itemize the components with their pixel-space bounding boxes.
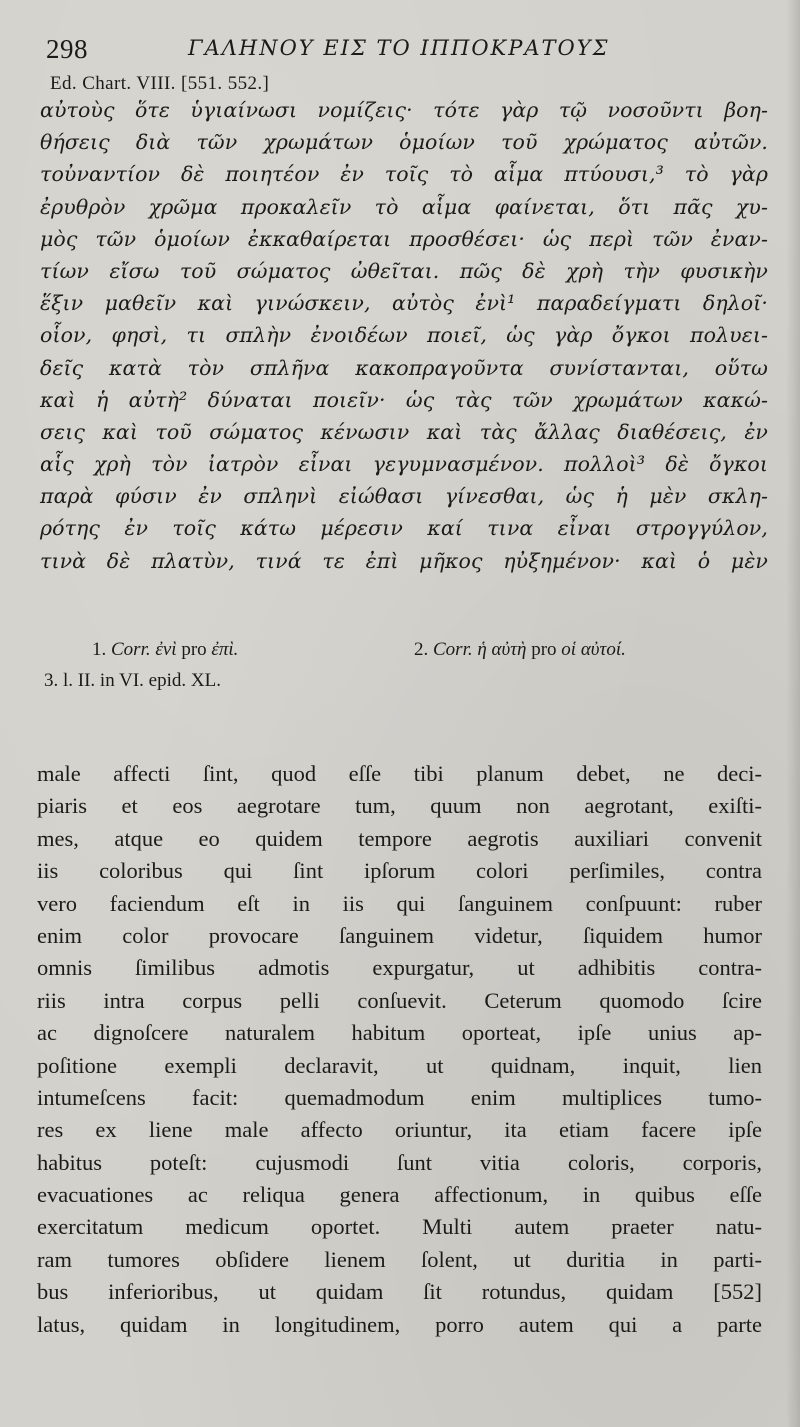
page-edge-shadow: [786, 0, 800, 1427]
greek-line: θήσεις διὰ τῶν χρωμάτων ὁμοίων τοῦ χρώματος αὐτῶν.: [40, 130, 768, 155]
latin-text-block: [37, 758, 762, 1341]
latin-line: ac dignoſcere naturalem habitum oporteat, ipſe unius ap-: [37, 1020, 762, 1046]
latin-line: piaris et eos aegrotare tum, quum non aegrotant, exiſti-: [37, 793, 762, 819]
greek-text-block: [40, 94, 768, 577]
latin-line: bus inferioribus, ut quidam ſit rotundus, quidam [552]: [37, 1279, 762, 1305]
greek-line: ρότης ἐν τοῖς κάτω μέρεσιν καί τινα εἶναι στρογγύλον,: [40, 516, 768, 541]
greek-line: τινὰ δὲ πλατὺν, τινά τε ἐπὶ μῆκος ηὐξημένον· καὶ ὁ μὲν: [40, 548, 768, 573]
latin-line: enim color provocare ſanguinem videtur, ſiquidem humor: [37, 922, 762, 948]
greek-line: ἐρυθρὸν χρῶμα προκαλεῖν τὸ αἷμα φαίνεται, ὅτι πᾶς χυ-: [40, 194, 768, 219]
latin-line: vero faciendum eſt in iis qui ſanguinem conſpuunt: ruber: [37, 890, 762, 916]
latin-line: ram tumores obſidere lienem ſolent, ut duritia in parti-: [37, 1246, 762, 1272]
footnote-correction: ἐνὶ: [155, 639, 177, 660]
greek-line: ἕξιν μαθεῖν καὶ γινώσκειν, αὐτὸς ἐνὶ¹ παραδείγματι δηλοῖ·: [40, 291, 768, 316]
footnote-3: [44, 665, 221, 696]
latin-line: exercitatum medicum oportet. Multi autem praeter natu-: [37, 1214, 762, 1240]
greek-line: δεῖς κατὰ τὸν σπλῆνα κακοπραγοῦντα συνίστανται, οὕτω: [40, 355, 768, 380]
latin-line: male affecti ſint, quod eſſe tibi planum debet, ne deci-: [37, 761, 762, 786]
latin-line: mes, atque eo quidem tempore aegrotis auxiliari convenit: [37, 825, 762, 851]
footnote-row: [40, 634, 768, 665]
latin-line: habitus poteſt: cujusmodi ſunt vitia coloris, corporis,: [37, 1149, 762, 1175]
latin-line: riis intra corpus pelli conſuevit. Ceterum quomodo ſcire: [37, 987, 762, 1013]
latin-line: iis coloribus qui ſint ipſorum colori perſimiles, contra: [37, 858, 762, 884]
footnote-abbr: Corr.: [111, 639, 151, 660]
footnote-abbr: Corr.: [433, 639, 473, 660]
footnote-row: [40, 665, 768, 696]
greek-line: καὶ ἡ αὐτὴ² δύναται ποιεῖν· ὡς τὰς τῶν χρωμάτων κακώ-: [40, 387, 768, 412]
edition-reference: Ed. Chart. VIII. [551. 552.]: [50, 73, 270, 94]
greek-line: σεις καὶ τοῦ σώματος κένωσιν καὶ τὰς ἄλλας διαθέσεις, ἐν: [40, 419, 768, 444]
footnote-2: [414, 634, 626, 665]
greek-line: αἷς χρὴ τὸν ἰατρὸν εἶναι γεγυμνασμένον. πολλοὶ³ δὲ ὄγκοι: [40, 452, 768, 477]
latin-line: poſitione exempli declaravit, ut quidnam, inquit, lien: [37, 1052, 762, 1078]
footnote-1: [92, 634, 238, 665]
latin-line: intumeſcens facit: quemadmodum enim multiplices tumo-: [37, 1084, 762, 1110]
footnote-number: 2.: [414, 639, 429, 660]
greek-line: τοὐναντίον δὲ ποιητέον ἐν τοῖς τὸ αἷμα πτύουσι,³ τὸ γὰρ: [40, 162, 768, 187]
footnote-number: 3.: [44, 670, 59, 691]
footnote-pro: pro: [181, 639, 207, 660]
footnote-original: οἱ αὐτοί.: [561, 639, 626, 660]
page-number: 298: [46, 34, 88, 64]
footnote-number: 1.: [92, 639, 107, 660]
latin-line: omnis ſimilibus admotis expurgatur, ut adhibitis contra-: [37, 955, 762, 981]
greek-line: οἷον, φησὶ, τι σπλὴν ἐνοιδέων ποιεῖ, ὡς γὰρ ὄγκοι πολυει-: [40, 323, 768, 348]
footnote-original: ἐπὶ.: [211, 639, 239, 660]
greek-line: μὸς τῶν ὁμοίων ἐκκαθαίρεται προσθέσει· ὡς περὶ τῶν ἐναν-: [40, 226, 768, 251]
latin-line: latus, quidam in longitudinem, porro autem qui a parte: [37, 1311, 762, 1337]
footnote-correction: ἡ αὐτὴ: [477, 639, 527, 660]
footnotes: [40, 634, 768, 696]
footnote-pro: pro: [531, 639, 557, 660]
greek-line: παρὰ φύσιν ἐν σπληνὶ εἰώθασι γίνεσθαι, ὡς ἡ μὲν σκλη-: [40, 484, 768, 509]
greek-line: τίων εἴσω τοῦ σώματος ὠθεῖται. πῶς δὲ χρὴ τὴν φυσικὴν: [40, 258, 768, 283]
latin-line: res ex liene male affecto oriuntur, ita etiam facere ipſe: [37, 1117, 762, 1143]
footnote-text: l. II. in VI. epid. XL.: [63, 670, 221, 691]
greek-line: αὐτοὺς ὅτε ὑγιαίνωσι νομίζεις· τότε γὰρ τῷ νοσοῦντι βοη-: [40, 98, 768, 122]
latin-line: evacuationes ac reliqua genera affectionum, in quibus eſſe: [37, 1182, 762, 1208]
page-header: [40, 30, 770, 70]
running-title: ΓΑΛΗΝΟΥ ΕΙΣ ΤΟ ΙΠΠΟΚΡΑΤΟΥΣ: [188, 36, 610, 60]
